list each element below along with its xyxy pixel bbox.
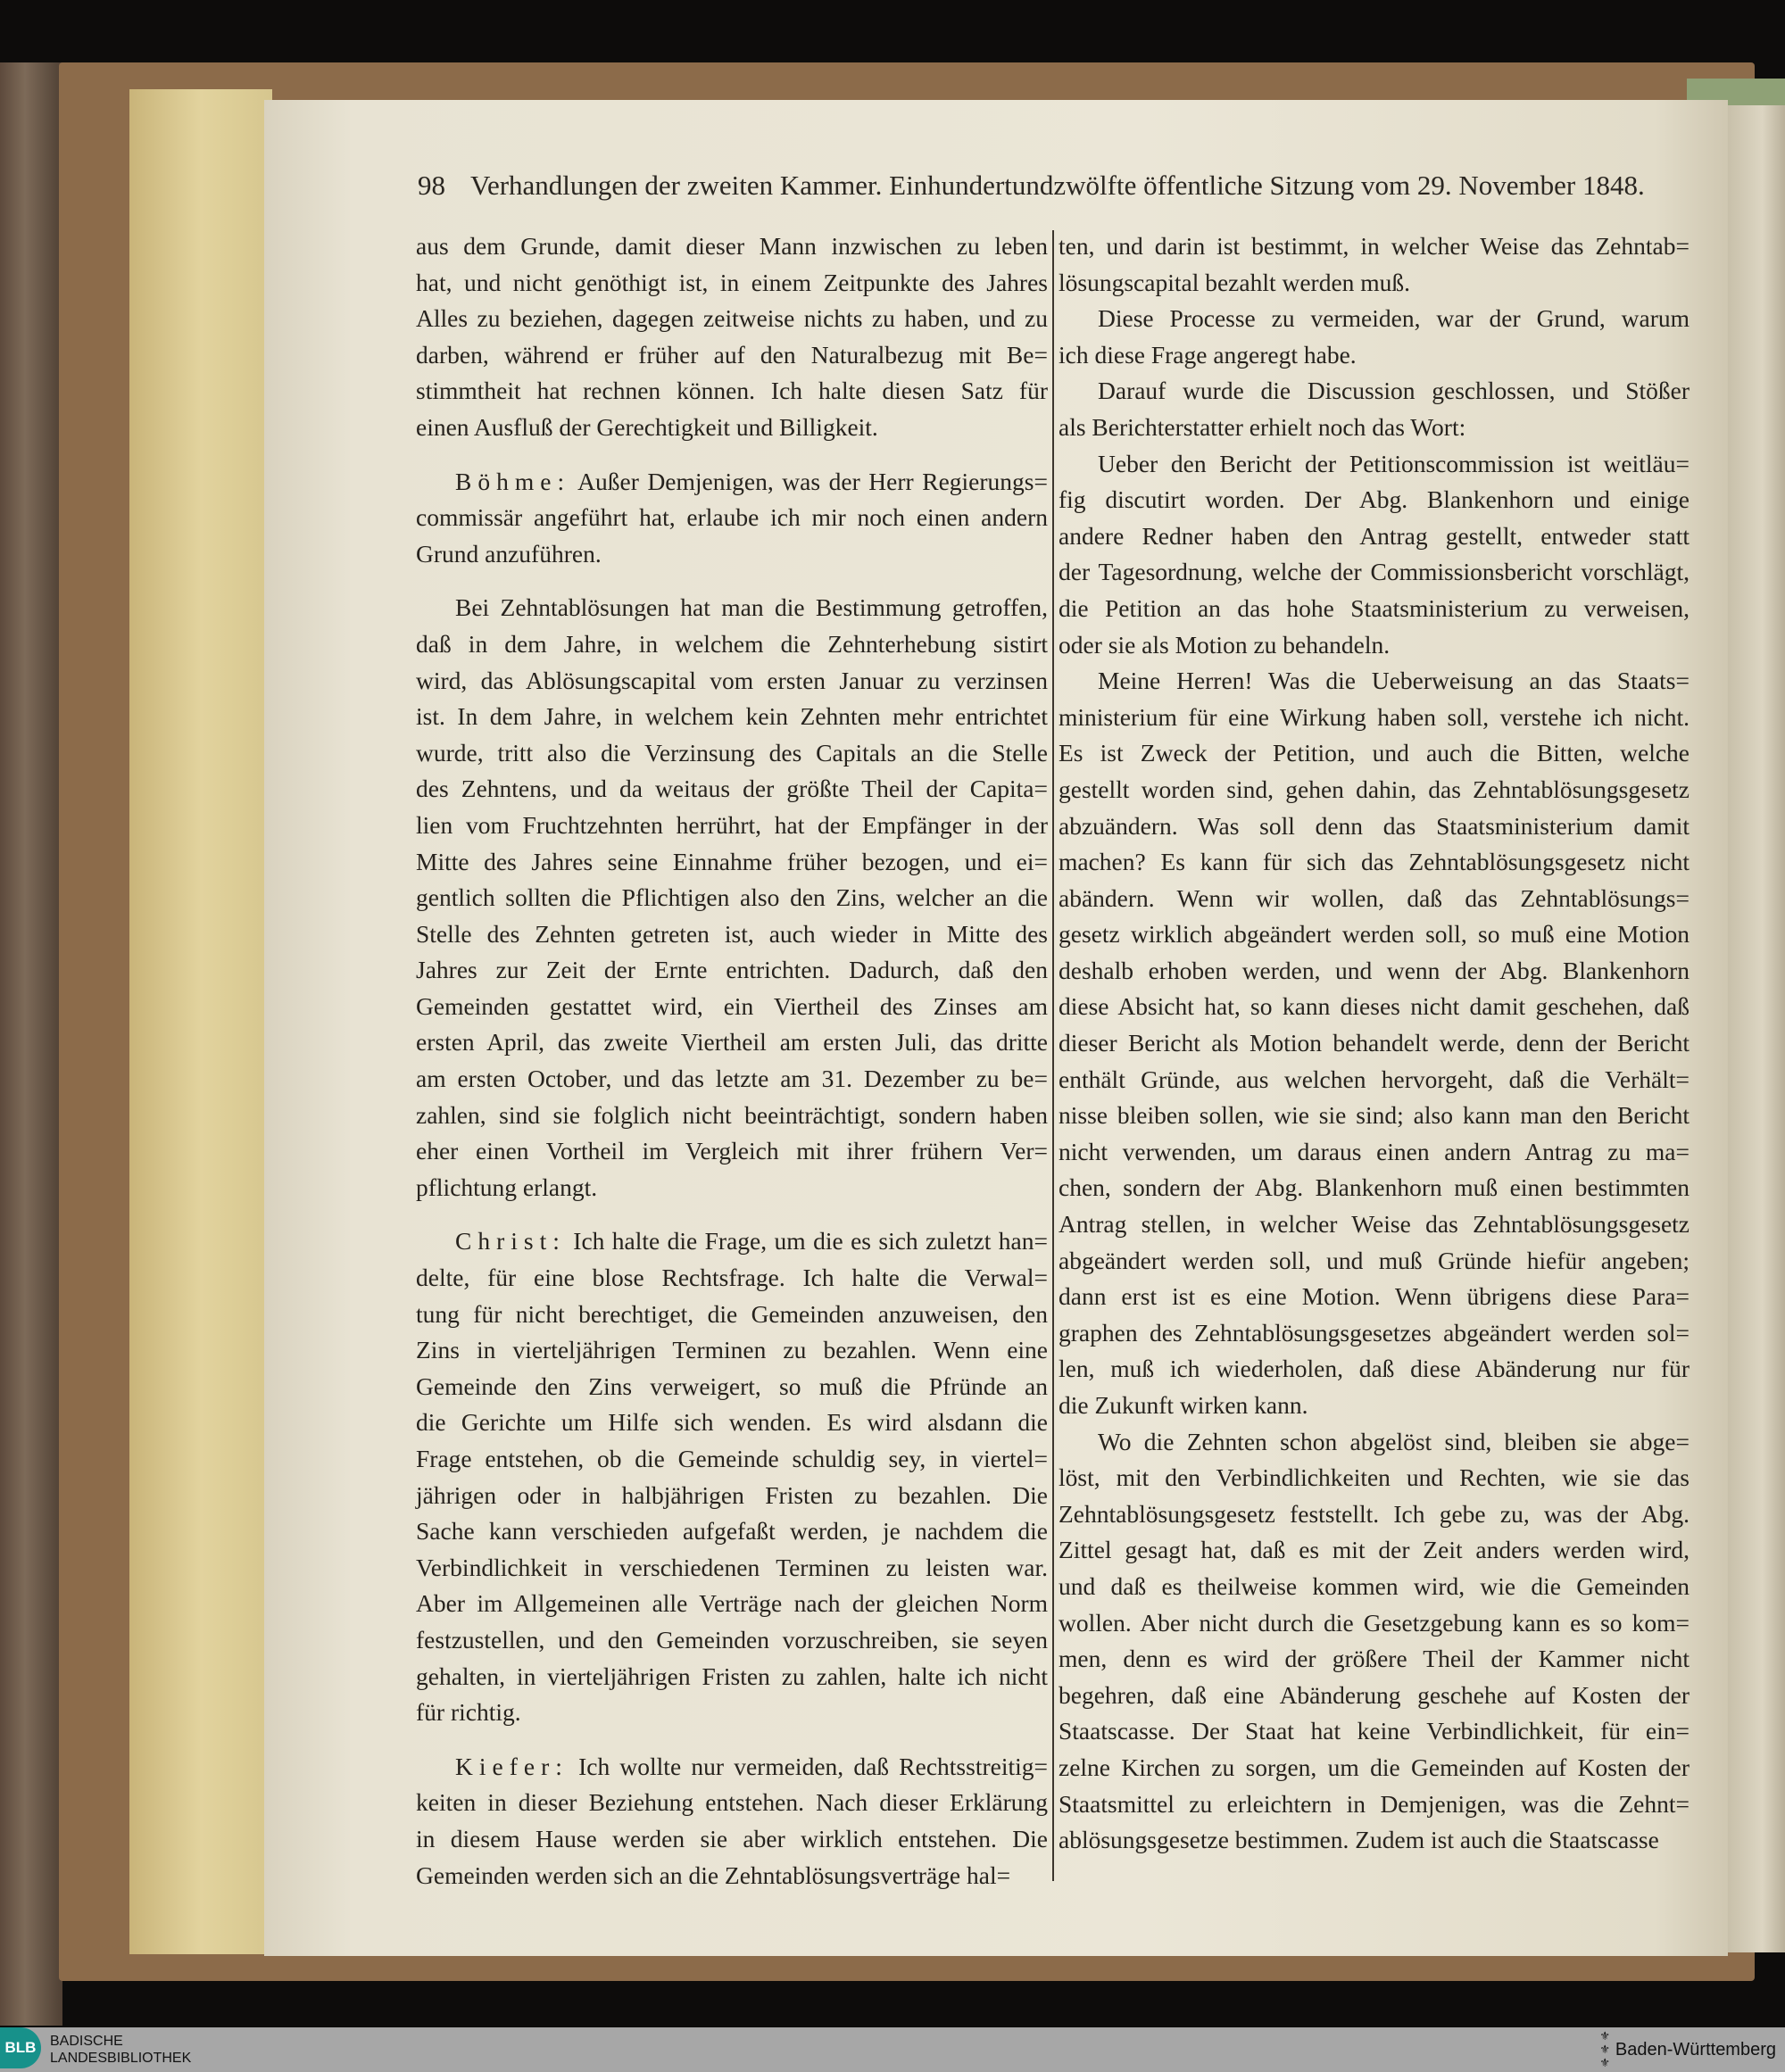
state-lions-icon: ⚜ ⚜ ⚜ [1599, 2029, 1610, 2069]
line-text: die Zukunft wirken kann. [1059, 1391, 1308, 1419]
text-line [416, 1170, 1048, 1206]
line-text: Ich wollte nur vermeiden, daß Rechtsstreitig= [578, 1752, 1048, 1780]
paragraph [1059, 301, 1690, 373]
text-line [1059, 1025, 1690, 1062]
line-text: Darauf wurde die Discussion geschlossen, und Stößer [1098, 377, 1690, 405]
line-text: eher einen Vortheil im Vergleich mit ihrer frühern Ver= [416, 1137, 1048, 1165]
text-line [1059, 518, 1690, 555]
line-text: fig discutirt worden. Der Abg. Blankenhorn und einige [1059, 485, 1690, 514]
line-text: gehalten, in vierteljährigen Fristen zu zahlen, halte ich nicht [416, 1662, 1048, 1690]
text-line [1059, 1206, 1690, 1243]
text-line [1059, 1786, 1690, 1823]
line-text: festzustellen, und den Gemeinden vorzuschreiben, sie seyen [416, 1625, 1048, 1653]
line-text: oder sie als Motion zu behandeln. [1059, 630, 1391, 659]
line-text: chen, sondern der Abg. Blankenhorn muß einen bestimmten [1059, 1173, 1690, 1202]
text-line [416, 590, 1048, 626]
line-text: machen? Es kann für sich das Zehntablösungsgesetz nicht [1059, 848, 1690, 876]
text-line [1059, 808, 1690, 845]
line-text: diese Absicht hat, so kann dieses nicht damit geschehen, daß [1059, 992, 1690, 1021]
text-line [1059, 591, 1690, 627]
text-line [416, 989, 1048, 1025]
line-text: daß in dem Jahre, in welchem die Zehnterhebung sistirt [416, 629, 1048, 658]
line-text: Zittel gesagt hat, daß es mit der Zeit anders werden wird, [1059, 1536, 1690, 1564]
text-line [1059, 482, 1690, 518]
text-line [1059, 446, 1690, 483]
speaker-name: Christ: [455, 1227, 566, 1256]
text-line [1059, 1062, 1690, 1098]
text-line [1059, 1569, 1690, 1605]
line-text: Gemeinde den Zins verweigert, so muß die Pfründe an [416, 1372, 1048, 1400]
text-line [1059, 881, 1690, 917]
text-line [1059, 1678, 1690, 1714]
line-text: ablösungsgesetze bestimmen. Zudem ist auch die Staatscasse [1059, 1826, 1659, 1854]
text-line [416, 1024, 1048, 1061]
text-line [416, 1098, 1048, 1134]
text-line [1059, 1713, 1690, 1750]
text-line [1059, 700, 1690, 736]
line-text: am ersten October, und das letzte am 31. Dezember zu be= [416, 1065, 1048, 1093]
line-text: Bei Zehntablösungen hat man die Bestimmung getroffen, [455, 593, 1048, 622]
text-line [1059, 1388, 1690, 1424]
paragraph [416, 228, 1048, 446]
line-text: lien vom Fruchtzehnten herrührt, hat der Empfänger in der [416, 810, 1048, 839]
paragraph [1059, 446, 1690, 664]
page-number: 98 [418, 170, 445, 201]
text-line [416, 1586, 1048, 1622]
left-column [416, 228, 1048, 1894]
text-line [1059, 953, 1690, 990]
line-text: wurde, tritt also die Verzinsung des Capitals an die Stelle [416, 738, 1048, 767]
paragraph [1059, 1424, 1690, 1859]
text-line [416, 1478, 1048, 1514]
text-line [1059, 989, 1690, 1025]
paragraph [1059, 663, 1690, 1423]
text-line [1059, 1351, 1690, 1388]
line-text: wird, das Ablösungscapital vom ersten Januar zu verzinsen [416, 666, 1048, 694]
facing-page-edge [1728, 105, 1785, 1952]
line-text: hat, und nicht genöthigt ist, in einem Zeitpunkte des Jahres [416, 268, 1048, 296]
text-line [416, 1133, 1048, 1170]
blb-logo: BLB [0, 2027, 41, 2068]
line-text: Gemeinden gestattet wird, ein Viertheil des Zinses am [416, 991, 1048, 1020]
line-text: Zehntablösungsgesetz feststellt. Ich gebe zu, was der Abg. [1059, 1499, 1690, 1528]
text-line [1059, 844, 1690, 881]
line-text: Wo die Zehnten schon abgelöst sind, bleiben sie abge= [1098, 1427, 1690, 1455]
line-text: Jahres zur Zeit der Ernte entrichten. Dadurch, daß den [416, 956, 1048, 984]
line-text: des Zehntens, und da weitaus der größte Theil der Capita= [416, 775, 1048, 803]
line-text: commissär angeführt hat, erlaube ich mir noch einen andern [416, 503, 1048, 532]
text-line [1059, 1243, 1690, 1280]
paragraph [416, 1223, 1048, 1730]
library-name-line2: LANDESBIBLIOTHEK [50, 2051, 192, 2066]
column-divider [1052, 230, 1054, 1881]
line-text: abändern. Wenn wir wollen, daß das Zehntablösungs= [1059, 883, 1690, 912]
text-line [416, 1223, 1048, 1260]
line-text: Alles zu beziehen, dagegen zeitweise nichts zu haben, und zu [416, 304, 1048, 333]
text-line [1059, 1315, 1690, 1352]
text-line [416, 916, 1048, 953]
right-column [1059, 228, 1690, 1859]
line-text: men, denn es wird der größere Theil der Kammer nicht [1059, 1645, 1690, 1673]
line-text: für richtig. [416, 1698, 521, 1727]
text-line [416, 1297, 1048, 1333]
line-text: Zins in vierteljährigen Terminen zu bezahlen. Wenn eine [416, 1336, 1048, 1364]
text-line [416, 1441, 1048, 1478]
line-text: Es ist Zweck der Petition, und auch die Bitten, welche [1059, 739, 1690, 767]
running-header [418, 170, 1645, 205]
text-line [1059, 1170, 1690, 1206]
text-line [416, 771, 1048, 808]
line-text: pflichtung erlangt. [416, 1173, 598, 1201]
line-text: als Berichterstatter erhielt noch das Wort: [1059, 412, 1466, 441]
text-line [1059, 1279, 1690, 1315]
line-text: ersten April, das zweite Viertheil am ersten Juli, das dritte [416, 1028, 1048, 1057]
text-line [416, 536, 1048, 573]
text-line [1059, 627, 1690, 664]
text-line [416, 1061, 1048, 1098]
running-title: Verhandlungen der zweiten Kammer. Einhundertundzwölfte öffentliche Sitzung vom 29. November 1848. [470, 170, 1645, 201]
speaker-name: Kiefer: [455, 1752, 569, 1780]
state-name: Baden-Württemberg [1615, 2040, 1776, 2060]
line-text: dieser Bericht als Motion behandelt werde, denn der Bericht [1059, 1029, 1690, 1057]
line-text: Ueber den Bericht der Petitionscommission ist weitläu= [1098, 449, 1690, 477]
text-line [1059, 735, 1690, 772]
paragraph [1059, 228, 1690, 301]
line-text: wollen. Aber nicht durch die Gesetzgebung kann es so kom= [1059, 1608, 1690, 1637]
line-text: Mitte des Jahres seine Einnahme früher bezogen, und ei= [416, 847, 1048, 875]
text-line [1059, 301, 1690, 337]
line-text: jährigen oder in halbjährigen Fristen zu bezahlen. Die [416, 1480, 1048, 1509]
text-line [416, 1369, 1048, 1405]
text-line [1059, 337, 1690, 374]
text-line [1059, 916, 1690, 953]
line-text: Außer Demjenigen, was der Herr Regierungs= [577, 467, 1049, 495]
line-text: der Tagesordnung, welche der Commissionsbericht vorschlägt, [1059, 558, 1690, 586]
text-line [416, 1332, 1048, 1369]
line-text: ten, und darin ist bestimmt, in welcher Weise das Zehntab= [1059, 232, 1690, 260]
line-text: dann erst ist es eine Motion. Wenn übrigens diese Para= [1059, 1282, 1690, 1311]
text-line [1059, 772, 1690, 808]
text-line [416, 1513, 1048, 1550]
text-line [416, 952, 1048, 989]
line-text: deshalb erhoben werden, und wenn der Abg. Blankenhorn [1059, 956, 1690, 984]
text-line [416, 1659, 1048, 1695]
line-text: in diesem Hause werden sie aber wirklich entstehen. Die [416, 1824, 1048, 1852]
text-line [1059, 1424, 1690, 1461]
text-line [416, 337, 1048, 374]
speaker-name: Böhme: [455, 467, 571, 495]
text-line [416, 1695, 1048, 1731]
text-line [416, 1821, 1048, 1858]
paragraph [416, 590, 1048, 1206]
text-line [416, 699, 1048, 735]
line-text: andere Redner haben den Antrag gestellt, entweder statt [1059, 521, 1690, 550]
line-text: Frage entstehen, ob die Gemeinde schuldig sey, in viertel= [416, 1445, 1048, 1472]
paragraph [1059, 373, 1690, 445]
line-text: Staatsmittel zu erleichtern in Demjenigen, was die Zehnt= [1059, 1789, 1690, 1818]
line-text: und daß es theilweise kommen wird, wie die Gemeinden [1059, 1571, 1690, 1600]
text-line [1059, 1822, 1690, 1859]
library-name-line1: BADISCHE [50, 2034, 123, 2049]
text-line [1059, 1098, 1690, 1134]
page-stack-edge [129, 89, 272, 1954]
text-line [416, 410, 1048, 446]
line-text: Gemeinden werden sich an die Zehntablösungsverträge hal= [416, 1861, 1011, 1889]
text-line [1059, 410, 1690, 446]
line-text: ministerium für eine Wirkung haben soll, verstehe ich nicht. [1059, 702, 1690, 731]
text-line [416, 373, 1048, 410]
text-line [416, 663, 1048, 700]
text-line [1059, 373, 1690, 410]
text-line [1059, 265, 1690, 302]
line-text: die Petition an das hohe Staatsministerium zu verweisen, [1059, 593, 1690, 622]
text-line [416, 1405, 1048, 1441]
line-text: lösungscapital bezahlt werden muß. [1059, 268, 1411, 296]
text-line [416, 1550, 1048, 1587]
line-text: abgeändert werden soll, und muß Gründe hiefür angeben; [1059, 1246, 1690, 1274]
line-text: Aber im Allgemeinen alle Verträge nach der gleichen Norm [416, 1589, 1048, 1618]
line-text: nicht verwenden, um daraus einen andern Antrag zu ma= [1059, 1137, 1690, 1165]
text-line [416, 1260, 1048, 1297]
line-text: nisse bleiben sollen, wie sie sind; also kann man den Bericht [1059, 1101, 1690, 1130]
text-line [416, 1749, 1048, 1786]
line-text: zelne Kirchen zu sorgen, um die Gemeinden auf Kosten der [1059, 1753, 1690, 1781]
text-line [1059, 554, 1690, 591]
line-text: Antrag stellen, in welcher Weise das Zehntablösungsgesetz [1059, 1210, 1690, 1239]
marbled-endpaper [0, 62, 62, 2026]
line-text: enthält Gründe, aus welchen hervorgeht, daß die Verhält= [1059, 1065, 1690, 1093]
text-line [416, 808, 1048, 844]
line-text: Diese Processe zu vermeiden, war der Grund, warum [1098, 304, 1690, 333]
line-text: gentlich sollten die Pflichtigen also den Zins, welcher an die [416, 883, 1048, 912]
text-line [416, 228, 1048, 265]
text-line [1059, 1134, 1690, 1171]
text-line [416, 500, 1048, 536]
line-text: Sache kann verschieden aufgefaßt werden, je nachdem die [416, 1517, 1048, 1546]
paragraph [416, 1749, 1048, 1894]
text-line [1059, 1605, 1690, 1642]
line-text: löst, mit den Verbindlichkeiten und Rechten, wie sie das [1059, 1463, 1690, 1492]
line-text: Verbindlichkeit in verschiedenen Terminen zu leisten war. [416, 1553, 1048, 1581]
paragraph [416, 464, 1048, 573]
text-line [416, 1622, 1048, 1659]
text-line [1059, 1641, 1690, 1678]
text-line [1059, 1532, 1690, 1569]
text-line [1059, 663, 1690, 700]
text-line [416, 265, 1048, 302]
line-text: Meine Herren! Was die Ueberweisung an das Staats= [1098, 667, 1690, 695]
text-line [1059, 228, 1690, 265]
line-text: einen Ausfluß der Gerechtigkeit und Billigkeit. [416, 412, 878, 441]
text-line [416, 735, 1048, 772]
line-text: die Gerichte um Hilfe sich wenden. Es wird alsdann die [416, 1408, 1048, 1437]
line-text: darben, während er früher auf den Naturalbezug mit Be= [416, 340, 1048, 369]
line-text: graphen des Zehntablösungsgesetzes abgeändert werden sol= [1059, 1318, 1690, 1347]
line-text: Staatscasse. Der Staat hat keine Verbindlichkeit, für ein= [1059, 1717, 1690, 1745]
text-line [1059, 1496, 1690, 1533]
text-line [1059, 1750, 1690, 1786]
library-name [50, 2033, 191, 2067]
line-text: tung für nicht berechtiget, die Gemeinden anzuweisen, den [416, 1299, 1048, 1328]
line-text: delte, für eine blose Rechtsfrage. Ich halte die Verwal= [416, 1264, 1048, 1292]
line-text: Stelle des Zehnten getreten ist, auch wieder in Mitte des [416, 919, 1048, 948]
text-line [416, 1858, 1048, 1894]
line-text: stimmtheit hat rechnen können. Ich halte diesen Satz für [416, 377, 1048, 405]
line-text: keiten in dieser Beziehung entstehen. Nach dieser Erklärung [416, 1788, 1048, 1817]
text-line [416, 1785, 1048, 1821]
text-line [1059, 1460, 1690, 1496]
footer-bar [0, 2027, 1785, 2072]
text-line [416, 844, 1048, 881]
line-text: len, muß ich wiederholen, daß diese Abänderung nur für [1059, 1355, 1690, 1383]
line-text: ich diese Frage angeregt habe. [1059, 340, 1357, 369]
line-text: gestellt worden sind, gehen dahin, das Zehntablösungsgesetz [1059, 775, 1690, 803]
line-text: gesetz wirklich abgeändert werden soll, so muß eine Motion [1059, 920, 1690, 949]
line-text: Grund anzuführen. [416, 539, 602, 568]
line-text: begehren, daß eine Abänderung geschehe auf Kosten der [1059, 1680, 1690, 1709]
line-text: Ich halte die Frage, um die es sich zuletzt han= [573, 1227, 1048, 1256]
line-text: zahlen, sind sie folglich nicht beeinträchtigt, sondern haben [416, 1100, 1048, 1129]
text-line [416, 464, 1048, 501]
line-text: abzuändern. Was soll denn das Staatsministerium damit [1059, 811, 1690, 840]
text-line [416, 301, 1048, 337]
line-text: ist. In dem Jahre, in welchem kein Zehnten mehr entrichtet [416, 702, 1048, 731]
text-line [416, 880, 1048, 916]
line-text: aus dem Grunde, damit dieser Mann inzwischen zu leben [416, 232, 1048, 260]
text-line [416, 626, 1048, 663]
